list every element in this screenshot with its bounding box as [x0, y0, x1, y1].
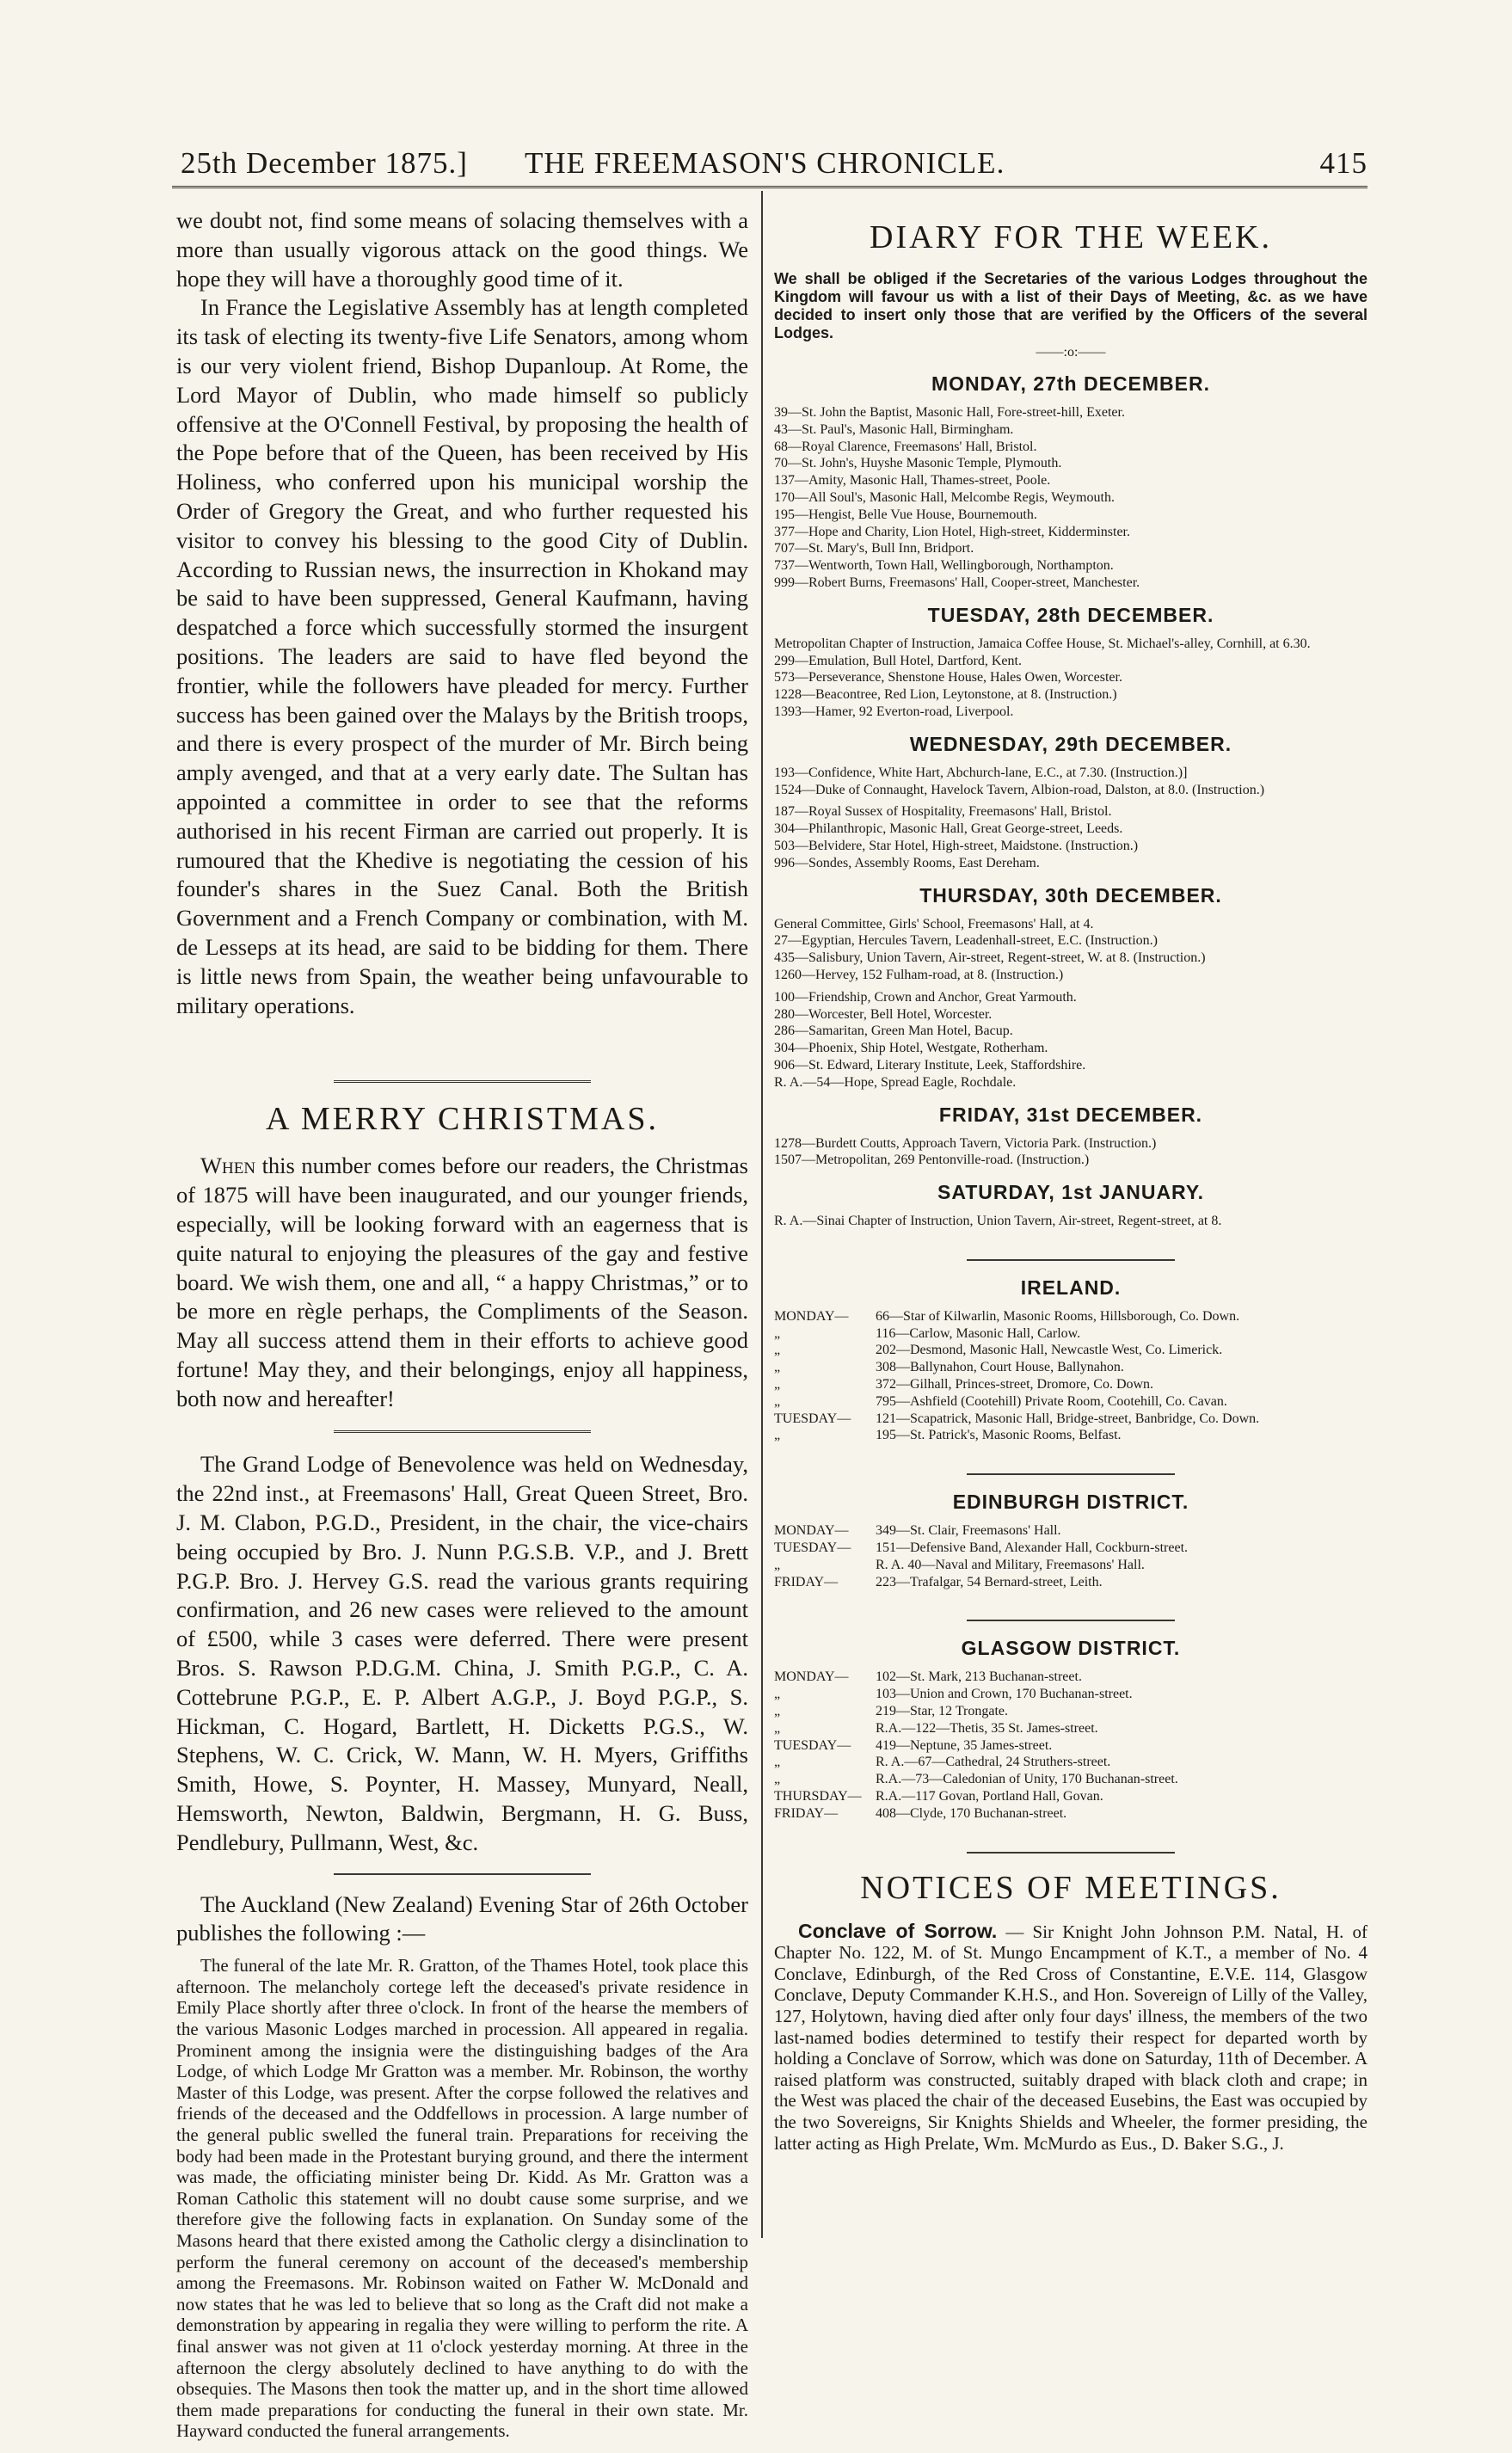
- page-number: 415: [1319, 146, 1368, 180]
- section-divider: [967, 1473, 1175, 1475]
- list-item: MONDAY— 349—St. Clair, Freemasons' Hall.: [774, 1523, 1061, 1539]
- list-item: 1507—Metropolitan, 269 Pentonville-road. (Instruction.): [774, 1153, 1090, 1168]
- paragraph-merry-christmas: [176, 1152, 748, 1413]
- notice-lead: Conclave of Sorrow.: [798, 1919, 998, 1942]
- merry-christmas-heading: A MERRY CHRISTMAS.: [266, 1101, 659, 1138]
- ornament-divider: ——:o:——: [1036, 345, 1106, 360]
- ireland-list: [774, 1308, 1368, 1444]
- day-heading-tuesday: TUESDAY, 28th DECEMBER.: [927, 603, 1214, 626]
- list-item: „ R.A.—73—Caledonian of Unity, 170 Buchanan-street.: [774, 1772, 1178, 1787]
- paragraph-grand-lodge: The Grand Lodge of Benevolence was held on Wednesday, the 22nd inst., at Freemasons' Hall, Great Queen Street, Bro. J. M. Clabon, P.G.D., President, in the chair, the vice-chairs being occupied by Bro. J. Nunn P.G.S.B. V.P., and J. Brett P.G.P. Bro. J. Hervey G.S. read the various grants requiring confirmation, and 26 new cases were relieved to the amount of £500, while 3 cases were deferred. There were present Bros. S. Rawson P.D.G.M. China, J. Smith P.G.P., C. A. Cottebrune P.G.P., E. P. Albert A.G.P., J. Boyd P.G.P., S. Hickman, C. Hogard, Bartlett, H. Dicketts P.G.S., W. Stephens, W. C. Crick, W. Mann, W. H. Myers, Griffiths Smith, Howe, S. Poynter, H. Massey, Munyard, Neall, Hemsworth, Newton, Baldwin, Bergmann, H. G. Buss, Pendlebury, Pullmann, West, &c.: [176, 1451, 748, 1855]
- day-heading-wednesday: WEDNESDAY, 29th DECEMBER.: [909, 732, 1232, 755]
- page-header: [172, 146, 1368, 188]
- list-item: 195—Hengist, Belle Vue House, Bournemouth.: [774, 507, 1037, 522]
- list-item: General Committee, Girls' School, Freemasons' Hall, at 4.: [774, 916, 1094, 931]
- list-item: 996—Sondes, Assembly Rooms, East Dereham.: [774, 855, 1040, 870]
- list-item: R. A.—54—Hope, Spread Eagle, Rochdale.: [774, 1074, 1017, 1090]
- list-item: „ R.A.—122—Thetis, 35 St. James-street.: [774, 1720, 1098, 1736]
- list-item: TUESDAY— 121—Scapatrick, Masonic Hall, Bridge-street, Banbridge, Co. Down.: [774, 1411, 1260, 1426]
- paragraph-funeral: The funeral of the late Mr. R. Gratton, of the Thames Hotel, took place this afternoon. The melancholy cortege left the deceased's private residence in Emily Place shortly after three o'clock. In front of the hearse the members of the various Masonic Lodges marched in procession. All appeared in regalia. Prominent among the insignia were the distinguishing badges of the Ara Lodge, of which Lodge Mr Gratton was a member. Mr. Robinson, the worthy Master of this Lodge, was present. After the corpse followed the relatives and friends of the deceased and the Oddfellows in procession. A large number of the general public swelled the funeral train. Preparations for receiving the body had been made in the Protestant burying ground, and there the interment was made, the officiating minister being Dr. Kidd. As Mr. Gratton was a Roman Catholic this statement will no doubt cause some surprise, and we therefore give the following facts in explanation. On Sunday some of the Masons heard that there existed among the Catholic clergy a disinclination to perform the funeral ceremony on account of the deceased's membership among the Freemasons. Mr. Robinson waited on Father W. McDonald and now states that he was led to believe that so long as the Craft did not make a demonstration by appearing in regalia they were willing to perform the rite. A final answer was not given at 11 o'clock yesterday morning. At three in the afternoon the clergy absolutely declined to have anything to do with the obsequies. The Masons then took the matter up, and in the short time allowed them made preparations for conducting the funeral in their own state. Mr. Hayward conducted the funeral arrangements.: [176, 1955, 748, 2442]
- section-divider: [334, 1430, 591, 1433]
- paragraph-auckland: The Auckland (New Zealand) Evening Star of 26th October publishes the following :—: [176, 1890, 748, 1946]
- list-item: 68—Royal Clarence, Freemasons' Hall, Bristol.: [774, 439, 1037, 454]
- list-item: 27—Egyptian, Hercules Tavern, Leadenhall-street, E.C. (Instruction.): [774, 933, 1158, 949]
- list-item: 1393—Hamer, 92 Everton-road, Liverpool.: [774, 704, 1014, 719]
- glasgow-heading: GLASGOW DISTRICT.: [961, 1637, 1181, 1660]
- list-item: 286—Samaritan, Green Man Hotel, Bacup.: [774, 1024, 1013, 1039]
- day-heading-saturday: SATURDAY, 1st JANUARY.: [937, 1181, 1204, 1204]
- paragraph-continuation: we doubt not, find some means of solacing themselves with a more than usually vigorous attack on the good things. We hope they will have a thoroughly good time of it.: [176, 207, 748, 292]
- day-heading-thursday: THURSDAY, 30th DECEMBER.: [919, 883, 1222, 907]
- day-list-monday: [774, 404, 1368, 592]
- issue-date: 25th December 1875.]: [181, 146, 468, 180]
- edinburgh-heading: EDINBURGH DISTRICT.: [952, 1491, 1189, 1514]
- right-column: [774, 213, 1368, 2154]
- list-item: 737—Wentworth, Town Hall, Wellingborough, Northampton.: [774, 558, 1114, 574]
- section-divider: [334, 1080, 591, 1083]
- list-item: TUESDAY— 419—Neptune, 35 James-street.: [774, 1737, 1053, 1753]
- list-item: Metropolitan Chapter of Instruction, Jamaica Coffee House, St. Michael's-alley, Cornhill, at 6.30.: [774, 636, 1311, 651]
- list-item: 187—Royal Sussex of Hospitality, Freemasons' Hall, Bristol.: [774, 804, 1112, 820]
- list-item: 280—Worcester, Bell Hotel, Worcester.: [774, 1006, 993, 1022]
- list-item: FRIDAY— 408—Clyde, 170 Buchanan-street.: [774, 1805, 1067, 1821]
- day-list-friday: [774, 1135, 1368, 1170]
- list-item: 707—St. Mary's, Bull Inn, Bridport.: [774, 541, 974, 556]
- glasgow-list: [774, 1669, 1368, 1822]
- list-item: 304—Phoenix, Ship Hotel, Westgate, Rotherham.: [774, 1041, 1048, 1056]
- list-item: 377—Hope and Charity, Lion Hotel, High-street, Kidderminster.: [774, 524, 1130, 539]
- list-item: 435—Salisbury, Union Tavern, Air-street, Regent-street, W. at 8. (Instruction.): [774, 950, 1206, 966]
- list-item: MONDAY— 102—St. Mark, 213 Buchanan-street.: [774, 1669, 1082, 1685]
- left-column: [176, 206, 748, 2442]
- merry-lead-word: When: [200, 1153, 256, 1179]
- list-item: TUESDAY— 151—Defensive Band, Alexander Hall, Cockburn-street.: [774, 1540, 1189, 1556]
- list-item: 304—Philanthropic, Masonic Hall, Great George-street, Leeds.: [774, 821, 1123, 837]
- list-item: 137—Amity, Masonic Hall, Thames-street, Poole.: [774, 473, 1051, 489]
- list-item: 193—Confidence, White Hart, Abchurch-lane, E.C., at 7.30. (Instruction.)]: [774, 765, 1188, 780]
- list-item: 39—St. John the Baptist, Masonic Hall, Fore-street-hill, Exeter.: [774, 405, 1125, 420]
- list-item: „ R. A.—67—Cathedral, 24 Struthers-street.: [774, 1755, 1111, 1770]
- list-item: 1228—Beacontree, Red Lion, Leytonstone, at 8. (Instruction.): [774, 687, 1117, 703]
- day-heading-monday: MONDAY, 27th DECEMBER.: [931, 372, 1211, 395]
- list-item: 999—Robert Burns, Freemasons' Hall, Cooper-street, Manchester.: [774, 575, 1140, 590]
- list-item: MONDAY— 66—Star of Kilwarlin, Masonic Rooms, Hillsborough, Co. Down.: [774, 1308, 1240, 1324]
- list-item: THURSDAY— R.A.—117 Govan, Portland Hall, Govan.: [774, 1789, 1103, 1804]
- masthead-title: THE FREEMASON'S CHRONICLE.: [525, 146, 1005, 180]
- list-item: 1524—Duke of Connaught, Havelock Tavern, Albion-road, Dalston, at 8.0. (Instruction.): [774, 782, 1265, 797]
- list-item: 299—Emulation, Bull Hotel, Dartford, Kent.: [774, 653, 1022, 668]
- paragraph-conclave-of-sorrow: [774, 1921, 1368, 2155]
- column-divider: [761, 191, 763, 2238]
- list-item: „ 372—Gilhall, Princes-street, Dromore, Co. Down.: [774, 1377, 1154, 1392]
- list-item: 43—St. Paul's, Masonic Hall, Birmingham.: [774, 421, 1014, 437]
- list-item: „ 795—Ashfield (Cootehill) Private Room, Cootehill, Co. Cavan.: [774, 1393, 1227, 1409]
- section-divider: [967, 1852, 1175, 1854]
- list-item: „ 219—Star, 12 Trongate.: [774, 1704, 1009, 1719]
- paragraph-foreign-news: In France the Legislative Assembly has at length completed its task of electing its twenty-five Life Senators, among whom is our very violent friend, Bishop Dupanloup. At Rome, the Lord Mayor of Dublin, who made himself so publicly offensive at the O'Connell Festival, by proposing the health of the Pope before that of the Queen, has been received by His Holiness, who conferred upon his municipal worship the Order of Gregory the Great, and who further requested his visitor to convey his blessing to the good City of Dublin. According to Russian news, the insurrection in Khokand may be said to have been suppressed, General Kaufmann, having despatched a force which successfully stormed the insurgent positions. The leaders are said to have fled beyond the frontier, while the followers have pleaded for mercy. Further success has been gained over the Malays by the British troops, and there is every prospect of the murder of Mr. Birch being amply avenged, and that at a very early date. The Sultan has appointed a committee in order to see that the reforms authorised in his recent Firman are carried out properly. It is rumoured that the Khedive is negotiating the cession of his founder's shares in the Suez Canal. Both the British Government and a French Company or combination, with M. de Lesseps at its head, are said to be bidding for them. There is little news from Spain, the weather being unfavourable to military operations.: [176, 294, 748, 1018]
- day-list-saturday: [774, 1213, 1368, 1230]
- section-divider: [334, 1873, 591, 1875]
- ireland-heading: IRELAND.: [1020, 1276, 1122, 1299]
- list-item: 70—St. John's, Huyshe Masonic Temple, Plymouth.: [774, 456, 1062, 471]
- list-item: 1260—Hervey, 152 Fulham-road, at 8. (Instruction.): [774, 967, 1064, 982]
- list-item: 573—Perseverance, Shenstone House, Hales Owen, Worcester.: [774, 670, 1122, 685]
- merry-body: this number comes before our readers, the Christmas of 1875 will have been inaugurated, and our younger friends, especially, will be looking forward with an eagerness that is quite natural to enjoying the pleasures of the gay and festive board. We wish them, one and all, “ a happy Christmas,” or to be more en règle perhaps, the Compliments of the Season. May all success attend them in their efforts to achieve good fortune! May they, and their belongings, enjoy all happiness, both now and hereafter!: [176, 1153, 748, 1411]
- list-item: 1278—Burdett Coutts, Approach Tavern, Victoria Park. (Instruction.): [774, 1135, 1157, 1151]
- diary-heading: DIARY FOR THE WEEK.: [870, 219, 1272, 255]
- notices-heading: NOTICES OF MEETINGS.: [860, 1869, 1282, 1906]
- day-list-thursday: [774, 916, 1368, 1091]
- list-item: „ R. A. 40—Naval and Military, Freemasons' Hall.: [774, 1557, 1145, 1572]
- list-item: „ 195—St. Patrick's, Masonic Rooms, Belfast.: [774, 1428, 1122, 1443]
- list-item: 503—Belvidere, Star Hotel, High-street, Maidstone. (Instruction.): [774, 838, 1139, 853]
- day-list-wednesday: [774, 765, 1368, 872]
- section-divider: [967, 1620, 1175, 1621]
- list-item: 100—Friendship, Crown and Anchor, Great Yarmouth.: [774, 989, 1077, 1005]
- day-heading-friday: FRIDAY, 31st DECEMBER.: [938, 1103, 1203, 1126]
- list-item: 170—All Soul's, Masonic Hall, Melcombe Regis, Weymouth.: [774, 489, 1115, 505]
- day-list-tuesday: [774, 636, 1368, 721]
- list-item: FRIDAY— 223—Trafalgar, 54 Bernard-street, Leith.: [774, 1574, 1103, 1589]
- list-item: „ 308—Ballynahon, Court House, Ballynahon.: [774, 1360, 1124, 1375]
- list-item: „ 202—Desmond, Masonic Hall, Newcastle West, Co. Limerick.: [774, 1343, 1223, 1358]
- edinburgh-list: [774, 1522, 1368, 1590]
- section-divider: [967, 1259, 1175, 1261]
- diary-intro: We shall be obliged if the Secretaries of the various Lodges throughout the Kingdom will favour us with a list of their Days of Meeting, &c. as we have decided to insert only those that are verified by the Officers of the several Lodges.: [774, 270, 1368, 341]
- list-item: R. A.—Sinai Chapter of Instruction, Union Tavern, Air-street, Regent-street, at 8.: [774, 1214, 1222, 1229]
- list-item: „ 103—Union and Crown, 170 Buchanan-street.: [774, 1687, 1133, 1702]
- list-item: „ 116—Carlow, Masonic Hall, Carlow.: [774, 1325, 1081, 1341]
- list-item: 906—St. Edward, Literary Institute, Leek, Staffordshire.: [774, 1057, 1086, 1073]
- notice-body: — Sir Knight John Johnson P.M. Natal, H. of Chapter No. 122, M. of St. Mungo Encampment of K.T., a member of No. 4 Conclave, Edinburgh, of the Red Cross of Constantine, E.V.E. 114, Glasgow Conclave, Deputy Commander K.H.S., and Hon. Sovereign of Lilly of the Valley, 127, Holytown, having died after only four days' illness, the members of the two last-named bodies determined to testify their respect for departed worth by holding a Conclave of Sorrow, which was done on Saturday, 11th of December. A raised platform was constructed, suitably draped with black cloth and crape; in the West was placed the chair of the deceased Eusebins, the East was occupied by the two Sovereigns, Sir Knights Shields and Wheeler, the former presiding, the latter acting as High Prelate, Wm. McMurdo as Eus., D. Baker S.G., J.: [774, 1921, 1368, 2154]
